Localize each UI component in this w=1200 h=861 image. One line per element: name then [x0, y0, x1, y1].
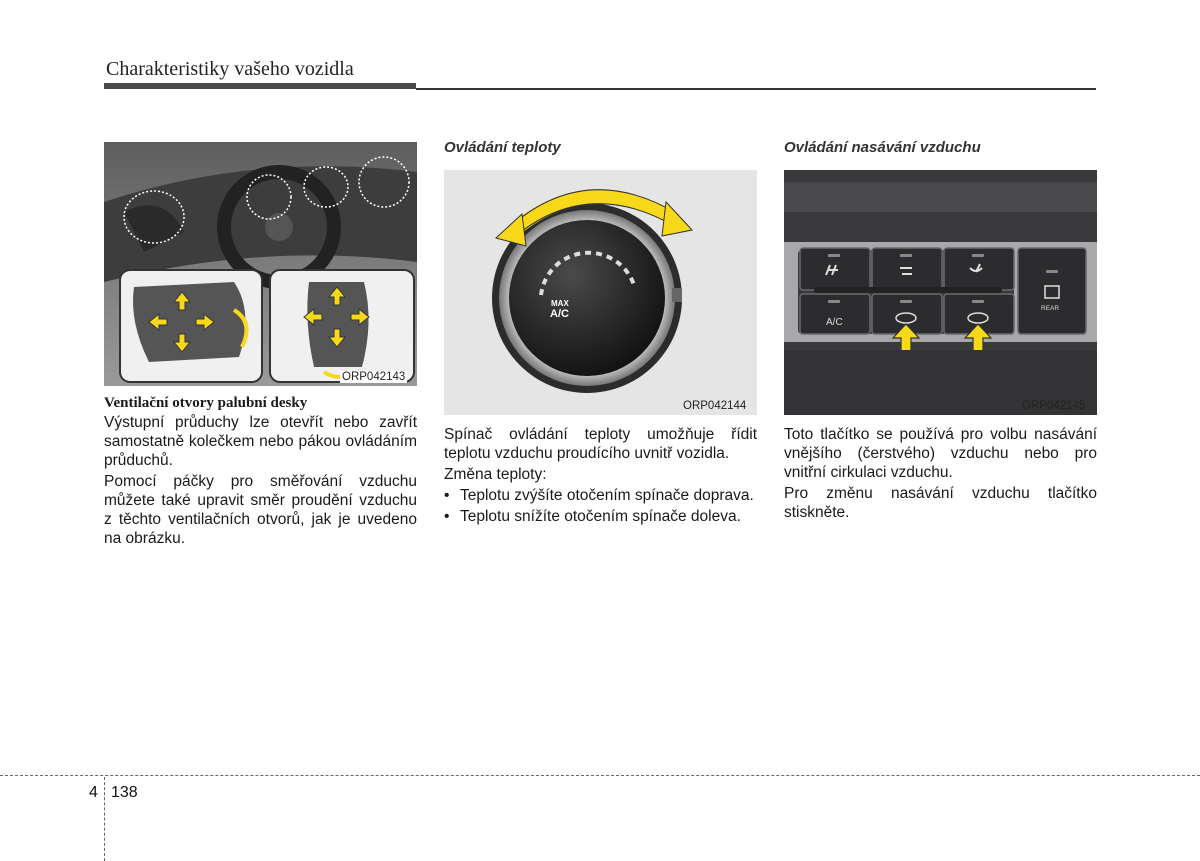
vents-caption: Ventilační otvory palubní desky: [104, 395, 308, 411]
dashboard-vents-figure: [104, 142, 417, 386]
temperature-section-title: Ovládání teploty: [444, 139, 561, 156]
dashboard-vents-illustration: [104, 142, 417, 386]
figure-code-vents: ORP042143: [342, 371, 406, 383]
col3-paragraph: Toto tlačítko se používá pro volbu nasávání vnějšího (čerstvého) vzduchu nebo pro vnitřní cirkulaci vzduchu.: [784, 426, 1097, 481]
figure-code-knob: ORP042144: [683, 400, 747, 412]
header-rule-thin: [416, 88, 1096, 90]
col2-text: [444, 425, 757, 526]
col2-paragraph: Spínač ovládání teploty umožňuje řídit teplotu vzduchu proudícího uvnitř vozidla.: [444, 426, 757, 462]
col1-paragraph: Výstupní průduchy lze otevřít nebo zavřít samostatně kolečkem nebo pákou ovládáním průduchů.: [104, 414, 417, 469]
temperature-knob-figure: [444, 170, 757, 415]
bullet-text: Teplotu snížíte otočením spínače doleva.: [460, 508, 741, 525]
bullet-item: • Teplotu zvýšíte otočením spínače doprava.: [444, 486, 757, 505]
panel-rear-label: REAR: [1041, 305, 1060, 312]
col1-paragraph: Pomocí páčky pro směřování vzduchu můžete také upravit směr proudění vzduchu z těchto ventilačních otvorů, jak je uvedeno na obrázku.: [104, 473, 417, 547]
panel-ac-label: A/C: [826, 317, 843, 328]
col1-text: [104, 394, 417, 550]
footer-dashed-rule: [0, 775, 1200, 776]
air-intake-panel-illustration: [784, 170, 1097, 415]
footer-dashed-divider: [104, 777, 105, 861]
knob-max-label: MAX: [551, 299, 569, 308]
page-header-title: Charakteristiky vašeho vozidla: [106, 58, 354, 80]
chapter-number: 4: [89, 784, 98, 801]
header-rule-thick: [104, 83, 416, 89]
bullet-item: • Teplotu snížíte otočením spínače doleva.: [444, 507, 757, 526]
col3-text: [784, 425, 1097, 524]
page-number: 138: [111, 784, 138, 801]
temperature-knob-illustration: [444, 170, 757, 415]
air-intake-section-title: Ovládání nasávání vzduchu: [784, 139, 981, 156]
knob-ac-label: A/C: [550, 308, 569, 320]
col3-paragraph: Pro změnu nasávání vzduchu tlačítko stiskněte.: [784, 485, 1097, 521]
col2-paragraph: Změna teploty:: [444, 466, 547, 483]
figure-code-panel: ORP042145: [1022, 400, 1086, 412]
bullet-text: Teplotu zvýšíte otočením spínače doprava.: [460, 487, 754, 504]
air-intake-panel-figure: [784, 170, 1097, 415]
